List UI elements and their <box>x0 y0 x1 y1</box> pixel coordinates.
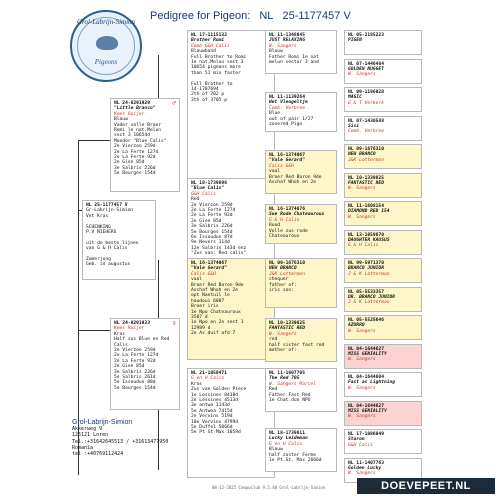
detail-line: SCHENKING <box>86 224 111 230</box>
pigeon-icon <box>96 36 118 50</box>
pigeon-ring: NL 17-1086049 <box>348 432 384 437</box>
great-grandparent-card[interactable] <box>265 204 337 244</box>
pigeon-owner: J&K Lotterman <box>348 157 384 163</box>
detail-line: 10654 pigeons more <box>191 65 241 71</box>
great-grandparent-card[interactable] <box>265 318 337 362</box>
tree-connector <box>78 140 110 141</box>
pigeon-owner: W. Sangers <box>348 471 376 477</box>
great-grandparent-card[interactable] <box>265 150 337 194</box>
pigeon-owner: W. Sangers Marcel <box>269 381 317 387</box>
detail-line: Full Brother to Romi <box>191 54 247 60</box>
pigeon-ring: NL 05-5533357 <box>348 289 384 295</box>
pigeon-owner: G en H Calis <box>269 441 303 447</box>
detail-line: Akkerweg 9 <box>72 426 103 433</box>
detail-line: 125121 Loren <box>72 432 109 439</box>
pigeon-ring: NL 10-1339825 <box>269 321 305 326</box>
detail-line: Red <box>191 197 200 203</box>
detail-line: 5e Bourges 154d <box>191 229 233 235</box>
pigeon-name: NEW BRANCO <box>269 266 297 272</box>
pigeon-ring: NL 11-1139264 <box>269 95 305 100</box>
detail-line: Chateauroux <box>269 234 300 240</box>
logo-top-text: Grol-Labrijn-Simion <box>76 18 136 26</box>
pigeon-name: Lucky Leideman <box>269 436 308 442</box>
detail-line: 3e antwa 1143d <box>191 403 230 409</box>
detail-line: Broer Red Baron 9de <box>269 174 322 180</box>
pigeon-ring: NL 11-1607705 <box>269 371 305 376</box>
detail-line: 2e Gien 85d <box>114 364 145 370</box>
pigeon-owner: G&H Calis <box>348 442 373 448</box>
title-ring: 25-1177457 V <box>282 10 351 22</box>
detail-line: 10e Vervins 4799d <box>191 419 239 425</box>
detail-line: 6e Issoudun 87d <box>191 235 233 241</box>
pigeon-owner: W. Sangers <box>269 331 297 337</box>
ancestor-card[interactable] <box>344 315 422 340</box>
detail-line: 2e Vierzon 259d <box>191 202 233 208</box>
detail-line: Blauw <box>269 447 283 453</box>
detail-line: Blue <box>269 111 281 117</box>
detail-line: Father Romi 1e nat <box>269 54 319 60</box>
ancestor-card[interactable] <box>344 258 422 283</box>
detail-line: 3587 d <box>191 315 208 321</box>
ancestor-card[interactable] <box>344 201 422 226</box>
pigeon-name: FANTASTIC RED <box>269 326 305 332</box>
tree-connector <box>78 330 110 331</box>
detail-line: 1e Npo Chateauroux <box>191 309 241 315</box>
detail-line: 2e La Ferte 127d <box>114 353 159 359</box>
pigeon-ring: NL 09-1676310 <box>269 261 305 266</box>
pigeon-ring: NL 99-5971370 <box>348 261 384 266</box>
detail-line: iris son: <box>269 288 294 294</box>
detail-line: 5e Bourges 154d <box>114 171 156 177</box>
pigeon-owner: W. Sangers <box>348 214 376 220</box>
detail-line: 2th of 702 p <box>191 92 225 98</box>
detail-line: 2e La Ferte 92d <box>191 213 233 219</box>
detail-line: 2e La Ferte 127d <box>114 149 159 155</box>
detail-line: Aschaf Whoh en 2e <box>191 288 239 294</box>
sire-card[interactable] <box>110 98 180 192</box>
page-title <box>150 10 430 22</box>
breeder-address <box>72 420 190 457</box>
logo-bottom-text: Pigeons <box>94 58 118 66</box>
detail-line: Kras <box>114 331 126 337</box>
detail-line: tel :+40769112424 <box>72 451 124 458</box>
pigeon-ring: NL 07-1430588 <box>348 118 384 124</box>
detail-line: 1e Pt.St. Max 2666d <box>269 458 322 464</box>
pigeon-ring: NL 17-1115132 <box>191 33 227 38</box>
detail-line: sect 3 10654d <box>114 133 150 139</box>
pigeon-name: "Vale Gerard" <box>269 158 305 164</box>
detail-line: Calis <box>114 342 128 348</box>
detail-line: Broer Red Baron 9de <box>191 282 244 288</box>
pigeon-owner: W. Sangers <box>348 414 376 420</box>
pigeon-ring: NL 05-2185223 <box>348 33 384 38</box>
detail-line: melun sector 3 and <box>269 60 319 66</box>
detail-line: 3th of 3705 p <box>191 97 227 103</box>
sire-name: "Little Branco" <box>114 106 156 112</box>
ancestor-card[interactable] <box>344 116 422 141</box>
detail-line: Tel.:+31642645513 / +31613477950 <box>72 438 169 445</box>
pigeon-name: MISS GENIALITY <box>348 408 387 414</box>
detail-line: mother of: <box>269 348 297 354</box>
subject-details <box>86 208 152 267</box>
title-prefix: Pedigree for Pigeon: <box>150 10 251 22</box>
grandparent-card[interactable] <box>187 258 275 360</box>
pigeon-ring: NL 11-1407763 <box>348 460 384 466</box>
pigeon-ring: NL 18-1739696 <box>191 181 227 186</box>
pigeon-owner: Comb. Verbree <box>269 105 305 111</box>
great-grandparent-card[interactable] <box>265 92 337 132</box>
pigeon-name: "Blue Calis" <box>191 186 225 192</box>
detail-line: 2e Vervins 519d <box>191 414 233 420</box>
pigeon-owner: G & H Calis <box>348 243 379 249</box>
pigeon-name: DIAMOND RED 154 <box>348 209 390 215</box>
detail-line: 2e La Ferte 92d <box>114 358 156 364</box>
address-lines <box>72 426 190 457</box>
detail-line: Broer iris <box>191 304 219 310</box>
pigeon-owner: W. Sangers <box>348 385 376 391</box>
pigeon-name: GOLDEN NUGGET <box>348 66 384 72</box>
detail-line: 5e Salbris 261d <box>114 375 156 381</box>
grandparent-card[interactable] <box>187 368 275 478</box>
subject-card[interactable] <box>82 200 156 280</box>
detail-line: Blauwband <box>191 49 216 55</box>
print-note: 08-12-2025 Compuclub 9.5.40 Grol-Labrijn-Simion <box>212 485 326 490</box>
pigeon-owner: W. Sangers <box>269 43 297 49</box>
detail-line: 12989 d <box>191 325 211 331</box>
dam-owner: Kees Ruijer <box>114 326 145 332</box>
detail-line: 1e nat.Melun sect 3 <box>191 60 244 66</box>
pigeon-name: DAUGHTER KAUSUS <box>348 237 390 243</box>
detail-line: Blauw <box>114 117 128 123</box>
detail-line: "Zus van: Red calis" <box>191 251 247 257</box>
detail-line: 5e Pt St Max 1059d <box>191 430 241 436</box>
pigeon-owner: G & H Calis <box>269 217 300 223</box>
ancestor-card[interactable] <box>344 173 422 198</box>
dam-card[interactable] <box>110 318 180 410</box>
detail-line: 2e As duif afd 7 <box>191 331 236 337</box>
detail-line: Aschaf Whoh en 2e <box>269 180 317 186</box>
detail-line: Zus van Golden Piece <box>191 387 247 393</box>
pigeon-ring: NL 04-1644627 <box>348 403 384 409</box>
pigeon-name: Sisi <box>348 123 360 129</box>
title-country: NL <box>259 10 274 22</box>
detail-line: 5e Duffel 5066d <box>191 425 233 431</box>
pigeon-owner: W. Sangers <box>348 186 376 192</box>
pigeon-name: FANTASTIC RED <box>348 180 384 186</box>
detail-line: van G & H Calis <box>86 246 128 252</box>
ancestor-card[interactable] <box>344 372 422 397</box>
pigeon-owner: Calis G&H <box>269 163 294 169</box>
ancestor-card[interactable] <box>344 59 422 84</box>
detail-line: 2e Gien 85d <box>191 218 222 224</box>
detail-line: 3e Salbris 226d <box>191 224 233 230</box>
ancestor-card[interactable] <box>344 30 422 55</box>
pigeon-name: Fast as Lightning <box>348 380 396 386</box>
detail-line: 2e Gien 85d <box>114 160 145 166</box>
detail-line: Moeder "Blue Calis" <box>114 138 167 144</box>
detail-line: Gr-Labrijn-Simion <box>86 208 134 214</box>
detail-line: Geb. in augustus <box>86 262 131 268</box>
pigeon-name: JUST RELAXING <box>269 38 305 44</box>
detail-line: 12e Salbris 143d enz <box>191 245 247 251</box>
detail-line: Volle zus rode <box>269 228 308 234</box>
detail-line: Blauw <box>269 49 283 55</box>
pigeon-owner: W. Sangers <box>348 357 376 363</box>
watermark-logo: DOEVEPEET.NL <box>357 478 495 494</box>
detail-line: 2e La Ferte 92d <box>114 155 156 161</box>
detail-line: Rood <box>269 223 281 229</box>
detail-line: father of: <box>269 282 297 288</box>
ancestor-card[interactable] <box>344 144 422 169</box>
pigeon-ring: NL 11-1348045 <box>269 33 305 38</box>
detail-line: 2e La Ferte 127d <box>191 208 236 214</box>
grandparent-card[interactable] <box>187 30 275 190</box>
detail-line: 5e Bourges 154d <box>114 385 156 391</box>
pigeon-owner: G & T Verkerk <box>348 100 384 106</box>
pigeon-owner: G&H Calis <box>191 191 216 197</box>
pigeon-ring: NL 07-1446484 <box>348 61 384 67</box>
detail-line: Zomerjong <box>86 257 111 263</box>
ancestor-card[interactable] <box>344 401 422 426</box>
detail-line: Vader volle Broer <box>114 122 162 128</box>
female-icon: ♀ <box>172 320 176 327</box>
pigeon-owner: J & K Lotterman <box>348 271 390 277</box>
pigeon-name: Staron <box>348 437 365 443</box>
detail-line: vaal <box>269 169 281 175</box>
pigeon-ring: NL 16-1374067 <box>269 153 305 158</box>
pigeon-owner: J&K Lottermen <box>269 271 305 277</box>
detail-line: Romi le nat.Melun <box>114 128 162 134</box>
detail-line: opt Nantuil le <box>191 293 230 299</box>
detail-line: 3e Salbris 226d <box>114 165 156 171</box>
pigeon-owner: Calis G&H <box>191 271 216 277</box>
sire-details <box>114 117 176 176</box>
detail-line: chequer <box>269 277 289 283</box>
detail-line: haudoui 6087 <box>191 298 225 304</box>
pigeon-ring: NL 04-1644627 <box>348 346 384 352</box>
pigeon-ring: NL 04-1644604 <box>348 375 384 380</box>
detail-line: half sister fast red <box>269 342 325 348</box>
detail-line: red <box>269 337 278 343</box>
subject-ring: NL 25-1177457 V <box>86 203 128 208</box>
pigeon-name: BRANCO JUNIOR <box>348 266 384 272</box>
detail-line: Full Brother to <box>191 81 233 87</box>
ancestor-card[interactable] <box>344 230 422 255</box>
detail-line: out of pair 1/27 <box>269 116 314 122</box>
pigeon-ring: NL 09-1676310 <box>348 147 384 152</box>
pigeon-name: Golden Lucky <box>348 465 382 471</box>
detail-line: 2e Vierzon 259d <box>114 144 156 150</box>
pigeon-owner: W. Sangers <box>348 328 376 334</box>
ancestor-card[interactable] <box>344 87 422 112</box>
detail-line: than 51 min faster <box>191 70 241 76</box>
detail-line: 2e Vierzon 259d <box>114 348 156 354</box>
pigeon-owner: Comb. Verbree <box>348 129 384 135</box>
pigeon-name: The Red 705 <box>269 376 300 382</box>
pigeon-name: NEW BRANCO <box>348 152 376 158</box>
pigeon-ring: NL 16-1374076 <box>269 207 305 212</box>
pigeon-ring: NL 18-1739811 <box>269 431 305 436</box>
pigeon-name: Het Vleugeltje <box>269 100 308 106</box>
ancestor-card[interactable] <box>344 344 422 369</box>
detail-line: zonered Pigo <box>269 122 303 128</box>
pigeon-name: MAGIC <box>348 95 362 101</box>
detail-line: Romania <box>72 444 94 451</box>
pigeon-owner: J & K Lotterman <box>348 300 390 306</box>
great-grandparent-card[interactable] <box>265 428 337 472</box>
pigeon-ring: NL 13-1059670 <box>348 232 384 238</box>
pigeon-name: DR. BRANCO JUNIOR <box>348 294 396 300</box>
detail-line: uit de beste lijnen <box>86 240 139 246</box>
ancestor-card[interactable] <box>344 429 422 454</box>
sire-ring: NL 24-8291929 <box>114 101 150 106</box>
pigeon-ring: NL 16-1374067 <box>191 261 227 266</box>
great-grandparent-card[interactable] <box>265 368 337 412</box>
pigeon-name: Sue Rode Chateauroux <box>269 212 325 218</box>
pigeon-name: MISS GENIALITY <box>348 351 387 357</box>
club-logo <box>70 10 142 82</box>
ancestor-card[interactable] <box>344 287 422 312</box>
breeder-name: Grol-Labrijn-Simion <box>72 419 133 426</box>
pigeon-owner: G en H Calis <box>191 376 225 382</box>
detail-line: Red <box>269 387 278 393</box>
male-icon: ♂ <box>172 100 176 107</box>
sire-owner: Kees Ruijer <box>114 111 145 117</box>
detail-line: 14-1787694 <box>191 87 219 93</box>
detail-line: Vet Kras <box>86 213 109 219</box>
pigeon-name: AZURRO <box>348 323 365 329</box>
detail-line: Kras <box>191 381 203 387</box>
pigeon-ring: NL 10-1339825 <box>348 175 384 181</box>
pigeon-ring: NL 21-1058471 <box>191 371 227 376</box>
detail-line: 1e Lessines 8418d <box>191 392 239 398</box>
detail-line: 3e Salbris 226d <box>114 369 156 375</box>
detail-line: 9e Nevers 114d <box>191 240 230 246</box>
pigeon-owner: W. Sangers <box>348 72 376 78</box>
detail-line: P.V NIEHERS <box>86 230 117 236</box>
pigeon-ring: NL 05-5525646 <box>348 318 384 323</box>
detail-line: 1e Chat.dun NPO <box>269 398 311 404</box>
detail-line: 5e Issoudun 88d <box>114 380 156 386</box>
great-grandparent-card[interactable] <box>265 258 337 308</box>
detail-line: Half zus Blue en Red <box>114 337 170 343</box>
great-grandparent-card[interactable] <box>265 30 337 74</box>
detail-line: half zuster Ferme <box>269 452 317 458</box>
pigeon-name: "Vale Gerard" <box>191 266 227 272</box>
pigeon-owner: Comb G&H Calis <box>191 43 230 49</box>
detail-line: vaal <box>191 277 203 283</box>
dam-ring: NL 24-8291933 <box>114 321 150 326</box>
pigeon-ring: NL 09-1186028 <box>348 90 384 95</box>
detail-line: 1e Npo en 2e sect 1 <box>191 320 244 326</box>
dam-details <box>114 332 176 391</box>
pigeon-name: Brother Romi <box>191 38 225 44</box>
detail-line: Father Fast Red <box>269 392 311 398</box>
pigeon-name: PIGEN <box>348 38 362 44</box>
detail-line: 5e Antwoa 7415d <box>191 408 233 414</box>
detail-line: 2e Lessines 4513d <box>191 398 239 404</box>
pigeon-ring: NL 11-1608154 <box>348 204 384 209</box>
